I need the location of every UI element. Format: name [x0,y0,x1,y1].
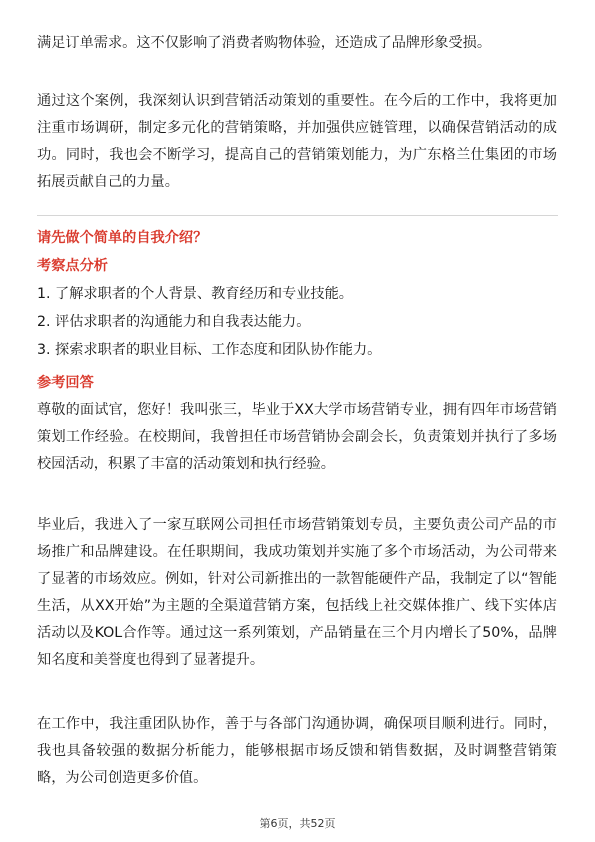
analysis-item-1: 1. 了解求职者的个人背景、教育经历和专业技能。 [37,286,353,302]
intro-paragraph-2: 通过这个案例，我深刻认识到营销活动策划的重要性。在今后的工作中，我将更加注重市场调研，制定多元化的营销策略，并加强供应链管理，以确保营销活动的成功。同时，我也会不断学习，提高自己的营销策划能力，为广东格兰仕集团的市场拓展贡献自己的力量。 [37,93,557,190]
section-divider [37,215,558,216]
question-heading: 请先做个简单的自我介绍？ [37,230,208,246]
analysis-heading: 考察点分析 [37,258,108,274]
answer-heading: 参考回答 [37,375,94,391]
analysis-item-3: 3. 探索求职者的职业目标、工作态度和团队协作能力。 [37,342,382,358]
analysis-list [37,280,557,364]
analysis-item-2: 2. 评估求职者的沟通能力和自我表达能力。 [37,314,311,330]
answer-paragraph-2: 毕业后，我进入了一家互联网公司担任市场营销策划专员，主要负责公司产品的市场推广和品牌建设。在任职期间，我成功策划并实施了多个市场活动，为公司带来了显著的市场效应。例如，针对公司新推出的一款智能硬件产品，我制定了以“智能生活，从XX开始”为主题的全渠道营销方案，包括线上社交媒体推广、线下实体店活动以及KOL合作等。通过这一系列策划，产品销量在三个月内增长了50%，品牌知名度和美誉度也得到了显著提升。 [37,517,557,668]
page-number-footer: 第6页，共52页 [259,817,336,830]
intro-paragraph-1: 满足订单需求。这不仅影响了消费者购物体验，还造成了品牌形象受损。 [37,35,492,51]
answer-paragraph-3: 在工作中，我注重团队协作，善于与各部门沟通协调，确保项目顺利进行。同时，我也具备较强的数据分析能力，能够根据市场反馈和销售数据，及时调整营销策略，为公司创造更多价值。 [37,716,557,786]
answer-paragraph-1: 尊敬的面试官，您好！我叫张三，毕业于XX大学市场营销专业，拥有四年市场营销策划工作经验。在校期间，我曾担任市场营销协会副会长，负责策划并执行了多场校园活动，积累了丰富的活动策划和执行经验。 [37,402,557,472]
